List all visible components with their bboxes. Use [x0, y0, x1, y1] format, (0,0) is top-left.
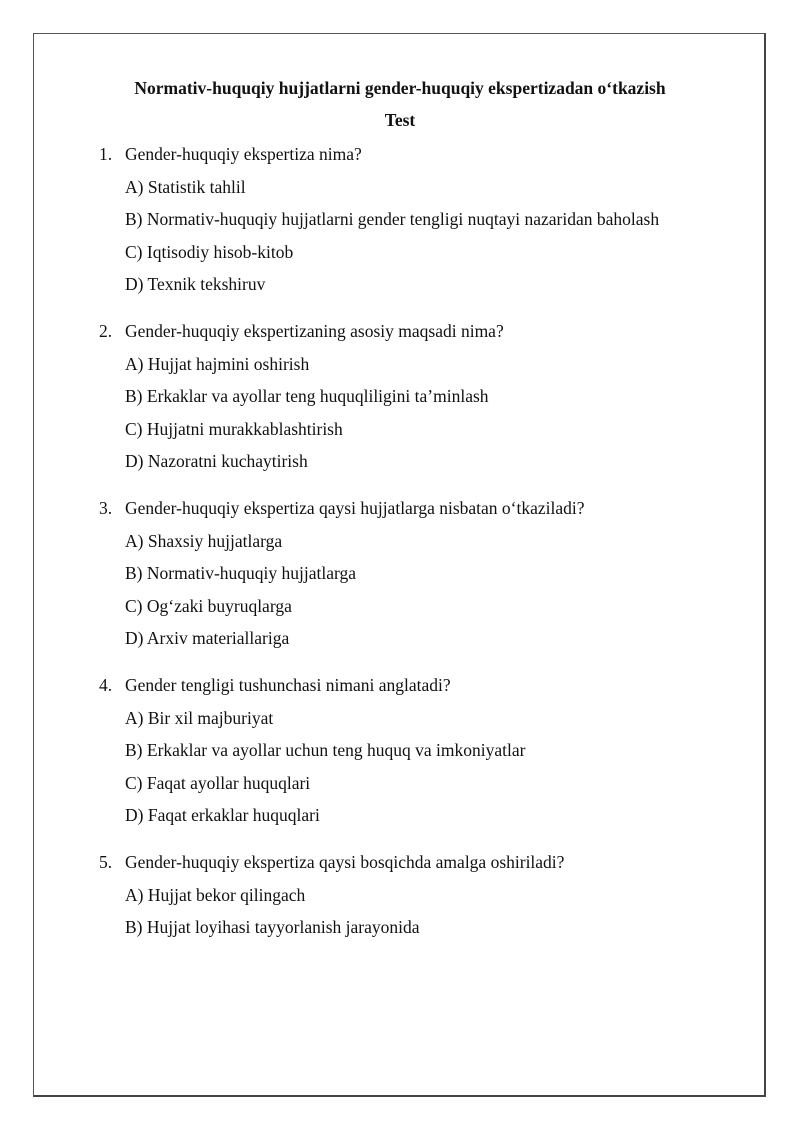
- question-number: 2.: [99, 321, 113, 341]
- question-line: [0, 851, 800, 874]
- question-4: [0, 674, 800, 827]
- question-2: [0, 320, 800, 473]
- question-3: [0, 497, 800, 650]
- question-number: 5.: [99, 852, 113, 872]
- document-subtitle: Test: [384, 110, 416, 130]
- question-line: [0, 674, 800, 697]
- option-c: C) Hujjatni murakkablashtirish: [125, 418, 343, 439]
- question-number: 1.: [99, 144, 113, 164]
- question-number: 4.: [99, 675, 113, 695]
- option-d: D) Texnik tekshiruv: [125, 274, 266, 294]
- document-title: Normativ-huquqiy hujjatlarni gender-huquqiy ekspertizadan o‘tkazish: [134, 78, 666, 98]
- question-text: Gender-huquqiy ekspertiza qaysi hujjatlarga nisbatan o‘tkaziladi?: [125, 498, 585, 518]
- option-b: B) Normativ-huquqiy hujjatlarga: [125, 563, 357, 583]
- question-text: Gender-huquqiy ekspertizaning asosiy maqsadi nima?: [125, 321, 504, 341]
- option-b: B) Erkaklar va ayollar teng huquqliligini ta’minlash: [125, 386, 489, 406]
- option-d: D) Faqat erkaklar huquqlari: [125, 805, 320, 825]
- option-a: A) Hujjat bekor qilingach: [125, 884, 306, 905]
- option-a: A) Bir xil majburiyat: [125, 707, 274, 728]
- question-5: [0, 851, 800, 939]
- option-c: C) Og‘zaki buyruqlarga: [125, 595, 292, 616]
- option-b: B) Erkaklar va ayollar uchun teng huquq va imkoniyatlar: [125, 740, 526, 760]
- option-c: C) Iqtisodiy hisob-kitob: [125, 241, 294, 262]
- question-text: Gender-huquqiy ekspertiza qaysi bosqichda amalga oshiriladi?: [125, 852, 565, 872]
- option-d: D) Arxiv materiallariga: [125, 628, 290, 648]
- question-number: 3.: [99, 498, 113, 518]
- option-c: C) Faqat ayollar huquqlari: [125, 772, 311, 793]
- question-list: [0, 143, 800, 963]
- option-a: A) Shaxsiy hujjatlarga: [125, 530, 283, 551]
- option-d: D) Nazoratni kuchaytirish: [125, 451, 308, 471]
- option-b: B) Hujjat loyihasi tayyorlanish jarayonida: [125, 917, 420, 937]
- option-a: A) Statistik tahlil: [125, 176, 246, 197]
- question-text: Gender-huquqiy ekspertiza nima?: [125, 144, 362, 164]
- question-line: [0, 497, 800, 520]
- question-line: [0, 320, 800, 343]
- question-text: Gender tengligi tushunchasi nimani anglatadi?: [125, 675, 451, 695]
- question-line: [0, 143, 800, 166]
- option-b: B) Normativ-huquqiy hujjatlarni gender tengligi nuqtayi nazaridan baholash: [125, 209, 660, 229]
- question-1: [0, 143, 800, 296]
- option-a: A) Hujjat hajmini oshirish: [125, 353, 310, 374]
